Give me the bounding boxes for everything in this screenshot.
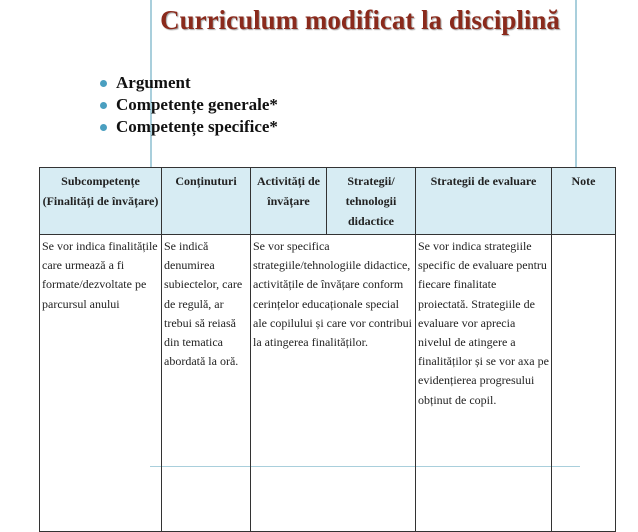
bullet-dot-icon [100,124,107,131]
bullet-item-argument [100,72,278,94]
bullet-dot-icon [100,102,107,109]
header-strategii-evaluare: Strategii de evaluare [416,168,552,235]
bullet-dot-icon [100,80,107,87]
bullet-list [100,72,278,138]
table-row [40,235,616,532]
bullet-label: Competențe specifice* [116,117,278,136]
bullet-label: Competențe generale* [116,95,278,114]
bullet-item-competente-generale [100,94,278,116]
cell-activitati-strategii: Se vor specifica strategiile/tehnologiile didactice, activitățile de învățare conform cerințelor educaționale special ale copilului și care vor contribui la atingerea finalităților. [251,235,416,532]
header-note: Note [552,168,616,235]
decorative-rule-right [575,0,577,170]
header-strategii-tehnologii: Strategii/ tehnologii didactice [327,168,416,235]
cell-subcompetente: Se vor indica finalitățile care urmează a fi formate/dezvoltate pe parcursul anului [40,235,162,532]
cell-strategii-evaluare: Se vor indica strategiile specific de evaluare pentru fiecare finalitate proiectată. Strategiile de evaluare vor aprecia nivelul de atingere a finalităților și se vor axa pe evidențierea progresului obținut de copil. [416,235,552,532]
bullet-item-competente-specifice [100,116,278,138]
table-header-row [40,168,616,235]
cell-note [552,235,616,532]
curriculum-table [39,167,616,532]
header-continuturi: Conținuturi [162,168,251,235]
header-subcompetente: Subcompetențe (Finalități de învățare) [40,168,162,235]
bullet-label: Argument [116,73,191,92]
header-activitati: Activități de învățare [251,168,327,235]
cell-continuturi: Se indică denumirea subiectelor, care de regulă, ar trebui să reiasă din tematica abordată la oră. [162,235,251,532]
slide-title: Curriculum modificat la disciplină [160,5,560,35]
